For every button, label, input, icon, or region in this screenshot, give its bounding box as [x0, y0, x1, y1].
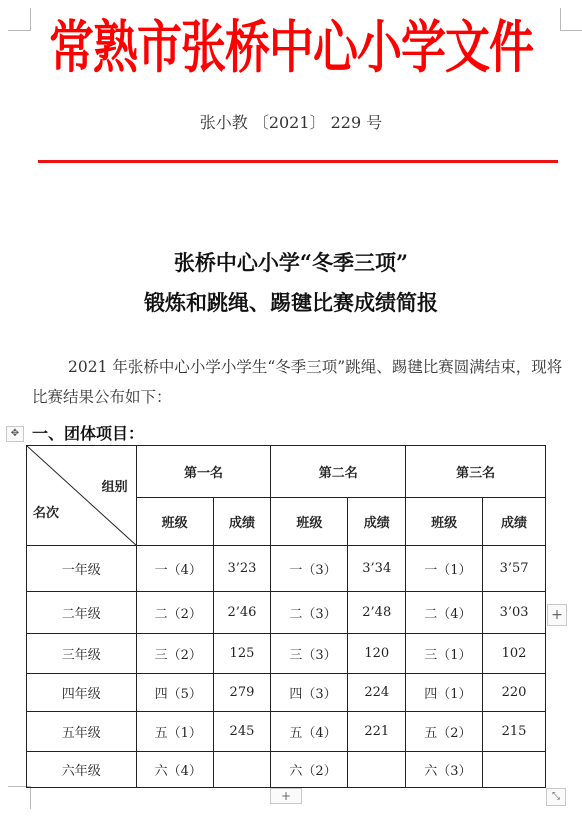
document-number: 张小教 〔2021〕 229 号: [199, 113, 383, 132]
score-cell: 215: [483, 712, 546, 752]
header-second-place: 第二名: [271, 446, 406, 498]
red-divider: [38, 160, 558, 163]
move-handle-icon[interactable]: ✥: [6, 426, 24, 442]
grade-cell: 五年级: [27, 712, 137, 752]
score-cell: 2’48: [348, 592, 406, 634]
add-row-button[interactable]: +: [270, 788, 302, 804]
subheader-score: 成绩: [483, 498, 546, 546]
grade-cell: 三年级: [27, 634, 137, 674]
grade-cell: 一年级: [27, 546, 137, 592]
class-cell: 二（4）: [406, 592, 483, 634]
class-cell: 五（1）: [136, 712, 213, 752]
score-cell: 279: [213, 674, 271, 712]
class-cell: 六（3）: [406, 752, 483, 788]
score-cell: [348, 752, 406, 788]
header-first-place: 第一名: [136, 446, 271, 498]
score-cell: [213, 752, 271, 788]
table-corner-cell: [27, 446, 137, 546]
class-cell: 四（5）: [136, 674, 213, 712]
table-row: [27, 592, 546, 634]
class-cell: 四（3）: [271, 674, 348, 712]
page-corner-bottom-left: [8, 786, 31, 809]
score-cell: 125: [213, 634, 271, 674]
score-cell: 3’23: [213, 546, 271, 592]
header-rank-label: 名次: [33, 506, 60, 521]
table-row: [27, 712, 546, 752]
score-cell: 221: [348, 712, 406, 752]
subheader-class: 班级: [406, 498, 483, 546]
score-cell: 3’34: [348, 546, 406, 592]
class-cell: 一（1）: [406, 546, 483, 592]
table-row: [27, 752, 546, 788]
header-third-place: 第三名: [406, 446, 546, 498]
add-column-button[interactable]: +: [547, 604, 567, 626]
score-cell: 3’57: [483, 546, 546, 592]
class-cell: 三（1）: [406, 634, 483, 674]
grade-cell: 四年级: [27, 674, 137, 712]
grade-cell: 二年级: [27, 592, 137, 634]
class-cell: 二（2）: [136, 592, 213, 634]
class-cell: 六（4）: [136, 752, 213, 788]
score-cell: 2’46: [213, 592, 271, 634]
class-cell: 五（4）: [271, 712, 348, 752]
class-cell: 五（2）: [406, 712, 483, 752]
header-group-label: 组别: [101, 480, 128, 495]
resize-icon[interactable]: ⤡: [546, 788, 566, 806]
results-table: [26, 445, 546, 788]
class-cell: 二（3）: [271, 592, 348, 634]
section-heading: 一、团体项目：: [32, 424, 145, 443]
score-cell: 120: [348, 634, 406, 674]
score-cell: 3’03: [483, 592, 546, 634]
report-title-line-2: 锻炼和跳绳、踢毽比赛成绩简报: [144, 290, 438, 315]
subheader-score: 成绩: [348, 498, 406, 546]
table-row: [27, 634, 546, 674]
grade-cell: 六年级: [27, 752, 137, 788]
subheader-score: 成绩: [213, 498, 271, 546]
subheader-class: 班级: [136, 498, 213, 546]
score-cell: 220: [483, 674, 546, 712]
intro-paragraph: 2021 年张桥中心小学小学生“冬季三项”跳绳、踢毽比赛圆满结束，现将比赛结果公布如下：: [32, 358, 563, 406]
class-cell: 四（1）: [406, 674, 483, 712]
table-row: [27, 674, 546, 712]
class-cell: 一（3）: [271, 546, 348, 592]
score-cell: [483, 752, 546, 788]
score-cell: 224: [348, 674, 406, 712]
score-cell: 245: [213, 712, 271, 752]
report-title-line-1: 张桥中心小学“冬季三项”: [173, 250, 409, 275]
table-row: [27, 546, 546, 592]
class-cell: 三（2）: [136, 634, 213, 674]
class-cell: 一（4）: [136, 546, 213, 592]
subheader-class: 班级: [271, 498, 348, 546]
document-masthead: 常熟市张桥中心小学文件: [48, 13, 533, 80]
class-cell: 六（2）: [271, 752, 348, 788]
score-cell: 102: [483, 634, 546, 674]
class-cell: 三（3）: [271, 634, 348, 674]
diagonal-divider: [27, 446, 137, 546]
